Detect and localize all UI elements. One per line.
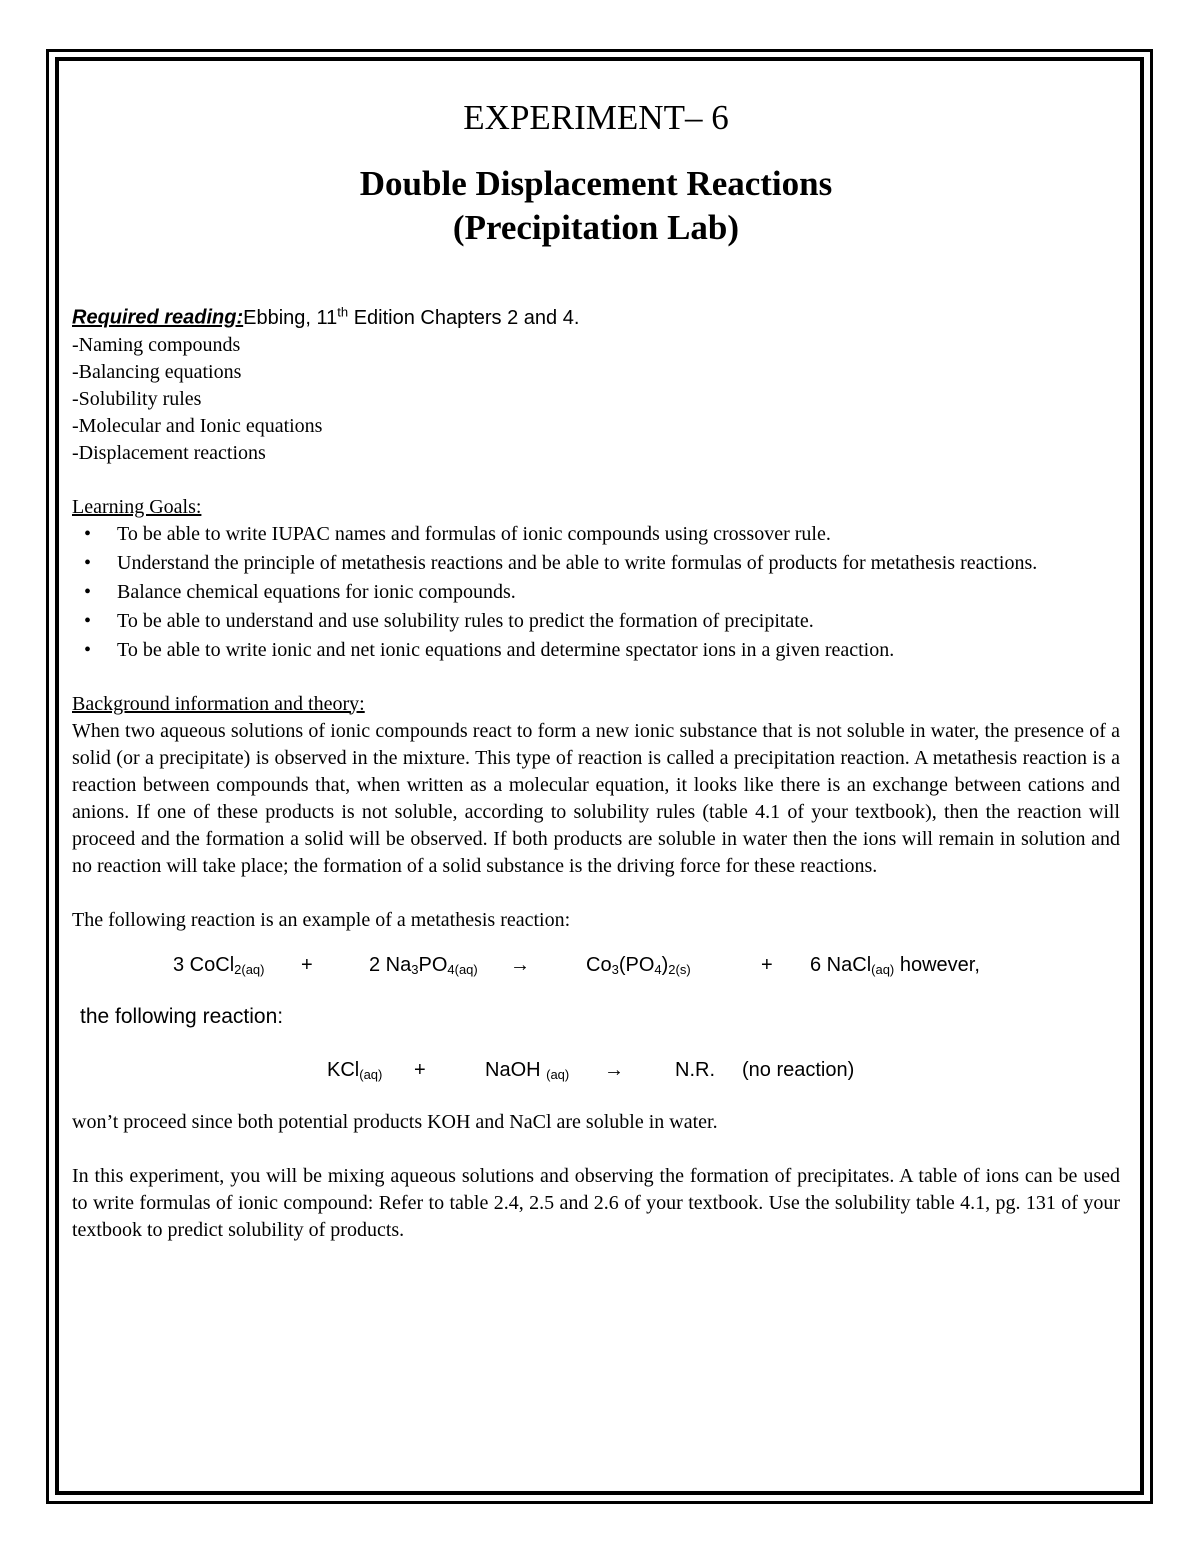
- background-heading: Background information and theory:: [72, 692, 365, 715]
- eq2-note: (no reaction): [742, 1058, 855, 1081]
- eq1-r2-text: 2 Na: [369, 953, 412, 976]
- equation-metathesis: [72, 952, 1120, 982]
- list-item: [72, 579, 1120, 606]
- eq2-r1-sub: (aq): [359, 1066, 383, 1082]
- required-reading-label: Required reading:: [72, 306, 244, 329]
- required-reading-text: [243, 304, 580, 329]
- goal-text: To be able to write IUPAC names and formulas of ionic compounds using crossover rule.: [117, 522, 831, 545]
- eq1-r2-sub2: 4(aq): [447, 961, 478, 977]
- title-line-2: (Precipitation Lab): [452, 208, 740, 247]
- title-line-1: Double Displacement Reactions: [359, 164, 833, 203]
- required-reading: [72, 298, 1120, 332]
- goal-text: To be able to understand and use solubility rules to predict the formation of precipitate.: [117, 609, 814, 632]
- experiment-number: EXPERIMENT– 6: [463, 98, 729, 137]
- bullet-icon: •: [84, 609, 92, 632]
- eq1-plus-2: +: [761, 953, 773, 976]
- eq1-p1-sub3: 2(s): [668, 961, 691, 977]
- eq1-r1-sub: 2(aq): [234, 961, 265, 977]
- eq1-tail: however,: [894, 953, 980, 976]
- learning-goals-heading: Learning Goals:: [72, 495, 202, 518]
- eq1-p1-b: (PO: [618, 953, 655, 976]
- eq1-p1-a: Co: [586, 953, 612, 976]
- bullet-icon: •: [84, 638, 92, 661]
- page-title: [72, 162, 1120, 250]
- eq1-p2-sub: (aq): [871, 961, 895, 977]
- reading-topic: -Balancing equations: [72, 360, 242, 383]
- reading-topic: -Naming compounds: [72, 333, 241, 356]
- eq2-plus: +: [414, 1058, 426, 1081]
- eq1-reactant-1: [173, 952, 265, 983]
- goal-text: Understand the principle of metathesis reactions and be able to write formulas of products for metathesis reactions.: [117, 551, 1038, 574]
- eq1-r2-sub1: 3: [411, 961, 419, 977]
- eq1-reactant-2: [369, 952, 478, 983]
- bullet-icon: •: [84, 580, 92, 603]
- eq2-reactant-2: [485, 1057, 569, 1088]
- background-paragraph: When two aqueous solutions of ionic compounds react to form a new ionic substance that is not soluble in water, the presence of a solid (or a precipitate) is observed in the mixture. This type of reaction is called a precipitation reaction. A metathesis reaction is a reaction between compounds that, when written as a molecular equation, it looks like there is an exchange between cations and anions. If one of these products is not soluble, according to solubility rules (table 4.1 of your textbook), then the reaction will proceed and the formation a solid will be observed. If both products are soluble in water then the ions will remain in solution and no reaction will take place; the formation of a solid substance is the driving force for these reactions.: [72, 719, 1120, 877]
- bullet-icon: •: [84, 522, 92, 545]
- eq1-r1-text: 3 CoCl: [173, 953, 235, 976]
- equation-no-reaction: [72, 1057, 1120, 1087]
- list-item: [72, 608, 1120, 635]
- eq1-r2-mid: PO: [418, 953, 448, 976]
- eq1-p1-sub2: 4: [654, 961, 662, 977]
- conclusion-sentence: won’t proceed since both potential products KOH and NaCl are soluble in water.: [72, 1110, 718, 1133]
- reading-text-start: Ebbing, 11: [243, 306, 338, 329]
- eq1-product-1: [586, 952, 691, 983]
- eq2-r2-text: NaOH: [485, 1058, 547, 1081]
- eq1-product-2: [810, 952, 980, 983]
- list-item: [72, 637, 1120, 664]
- closing-paragraph: In this experiment, you will be mixing aqueous solutions and observing the formation of precipitates. A table of ions can be used to write formulas of ionic compound: Refer to table 2.4, 2.5 and 2.6 of your textbook. Use the solubility table 4.1, pg. 131 of your textbook to predict solubility of products.: [72, 1164, 1120, 1241]
- eq2-product: N.R.: [675, 1058, 715, 1081]
- learning-goals-list: [72, 521, 1120, 664]
- following-reaction-label: the following reaction:: [80, 1004, 284, 1028]
- eq2-r2-sub: (aq): [546, 1066, 570, 1082]
- reading-superscript: th: [337, 304, 349, 319]
- reading-text-end: Edition Chapters 2 and 4.: [348, 306, 580, 329]
- document-content: [72, 96, 1120, 1244]
- eq1-plus-1: +: [301, 953, 313, 976]
- reading-topic: -Molecular and Ionic equations: [72, 414, 323, 437]
- reading-topic: -Solubility rules: [72, 387, 202, 410]
- list-item: [72, 521, 1120, 548]
- eq1-p1-c: ): [661, 953, 669, 976]
- reading-topics: [72, 332, 1120, 467]
- list-item: [72, 550, 1120, 577]
- goal-text: Balance chemical equations for ionic compounds.: [117, 580, 516, 603]
- eq1-p2-text: 6 NaCl: [810, 953, 872, 976]
- bullet-icon: •: [84, 551, 92, 574]
- goal-text: To be able to write ionic and net ionic equations and determine spectator ions in a given reaction.: [117, 638, 895, 661]
- arrow-icon: →: [604, 1058, 624, 1081]
- eq2-reactant-1: [327, 1057, 382, 1088]
- eq1-p1-sub1: 3: [611, 961, 619, 977]
- example-intro: The following reaction is an example of a metathesis reaction:: [72, 908, 571, 931]
- reading-topic: -Displacement reactions: [72, 441, 266, 464]
- arrow-icon: →: [510, 953, 530, 976]
- eq2-r1-text: KCl: [327, 1058, 360, 1081]
